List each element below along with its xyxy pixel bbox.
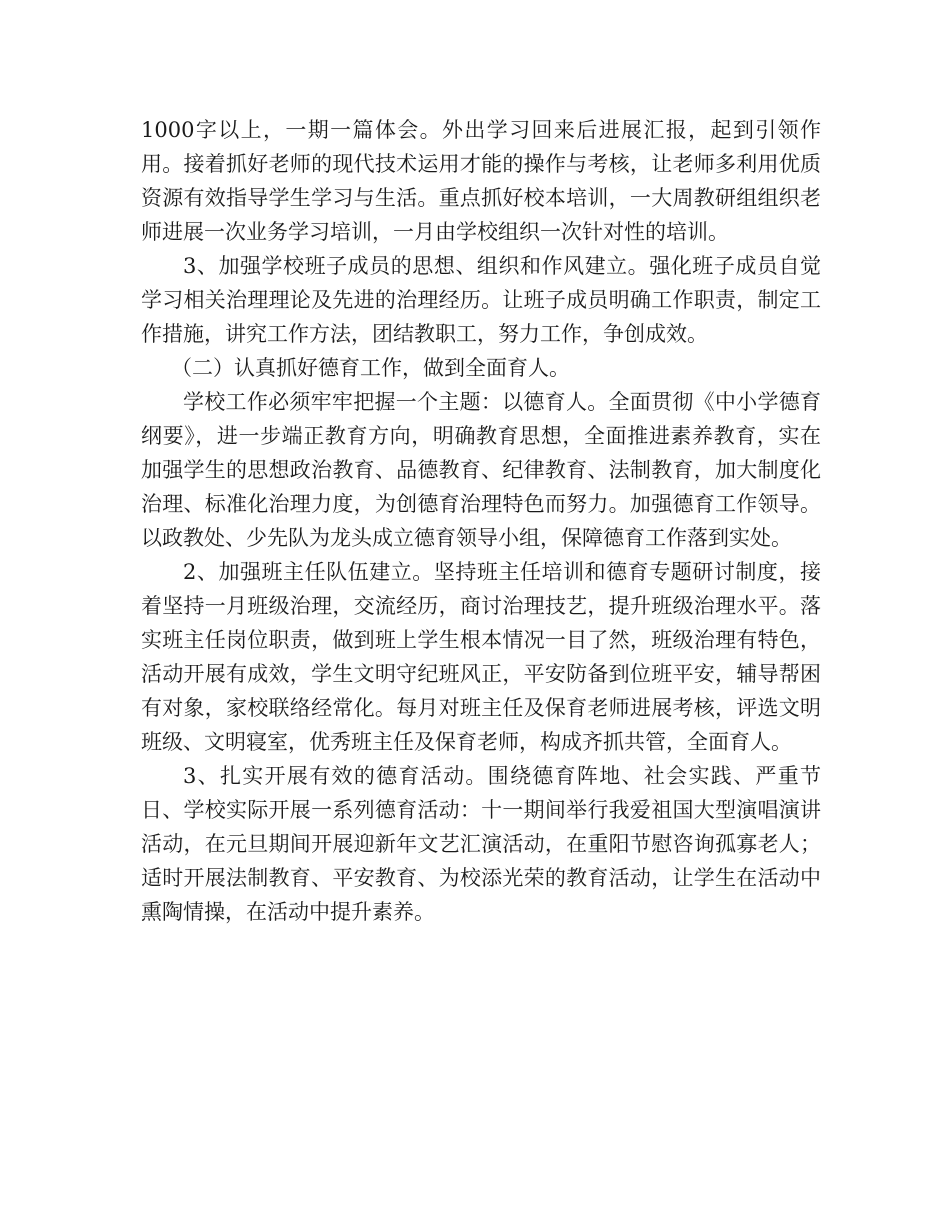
paragraph-moral-activities: 3、扎实开展有效的德育活动。围绕德育阵地、社会实践、严重节日、学校实际开展一系列德育活动：十一期间举行我爱祖国大型演唱演讲活动，在元旦期间开展迎新年文艺汇演活动，在重阳节慰咨询孤寡老人；适时开展法制教育、平安教育、为校添光荣的教育活动，让学生在活动中熏陶情操，在活动中提升素养。	[141, 764, 821, 924]
section-heading-moral-education: （二）认真抓好德育工作，做到全面育人。	[171, 356, 570, 380]
paragraph-leadership-team: 3、加强学校班子成员的思想、组织和作风建立。强化班子成员自觉学习相关治理理论及先进的治理经历。让班子成员明确工作职责，制定工作措施，讲究工作方法，团结教职工，努力工作，争创成效。	[141, 254, 821, 346]
document-body	[141, 113, 821, 929]
paragraph-class-teacher-team: 2、加强班主任队伍建立。坚持班主任培训和德育专题研讨制度，接着坚持一月班级治理，交流经历，商讨治理技艺，提升班级治理水平。落实班主任岗位职责，做到班上学生根本情况一目了然，班级治理有特色，活动开展有成效，学生文明守纪班风正，平安防备到位班平安，辅导帮困有对象，家校联络经常化。每月对班主任及保育老师进展考核，评选文明班级、文明寝室，优秀班主任及保育老师，构成齐抓共管，全面育人。	[141, 560, 821, 754]
paragraph-moral-education-theme: 学校工作必须牢牢把握一个主题：以德育人。全面贯彻《中小学德育纲要》，进一步端正教育方向，明确教育思想，全面推进素养教育，实在加强学生的思想政治教育、品德教育、纪律教育、法制教育，加大制度化治理、标准化治理力度，为创德育治理特色而努力。加强德育工作领导。以政教处、少先队为龙头成立德育领导小组，保障德育工作落到实处。	[141, 390, 821, 550]
paragraph-continuation: 1000字以上，一期一篇体会。外出学习回来后进展汇报，起到引领作用。接着抓好老师的现代技术运用才能的操作与考核，让老师多利用优质资源有效指导学生学习与生活。重点抓好校本培训，一大周教研组组织老师进展一次业务学习培训，一月由学校组织一次针对性的培训。	[141, 118, 821, 244]
